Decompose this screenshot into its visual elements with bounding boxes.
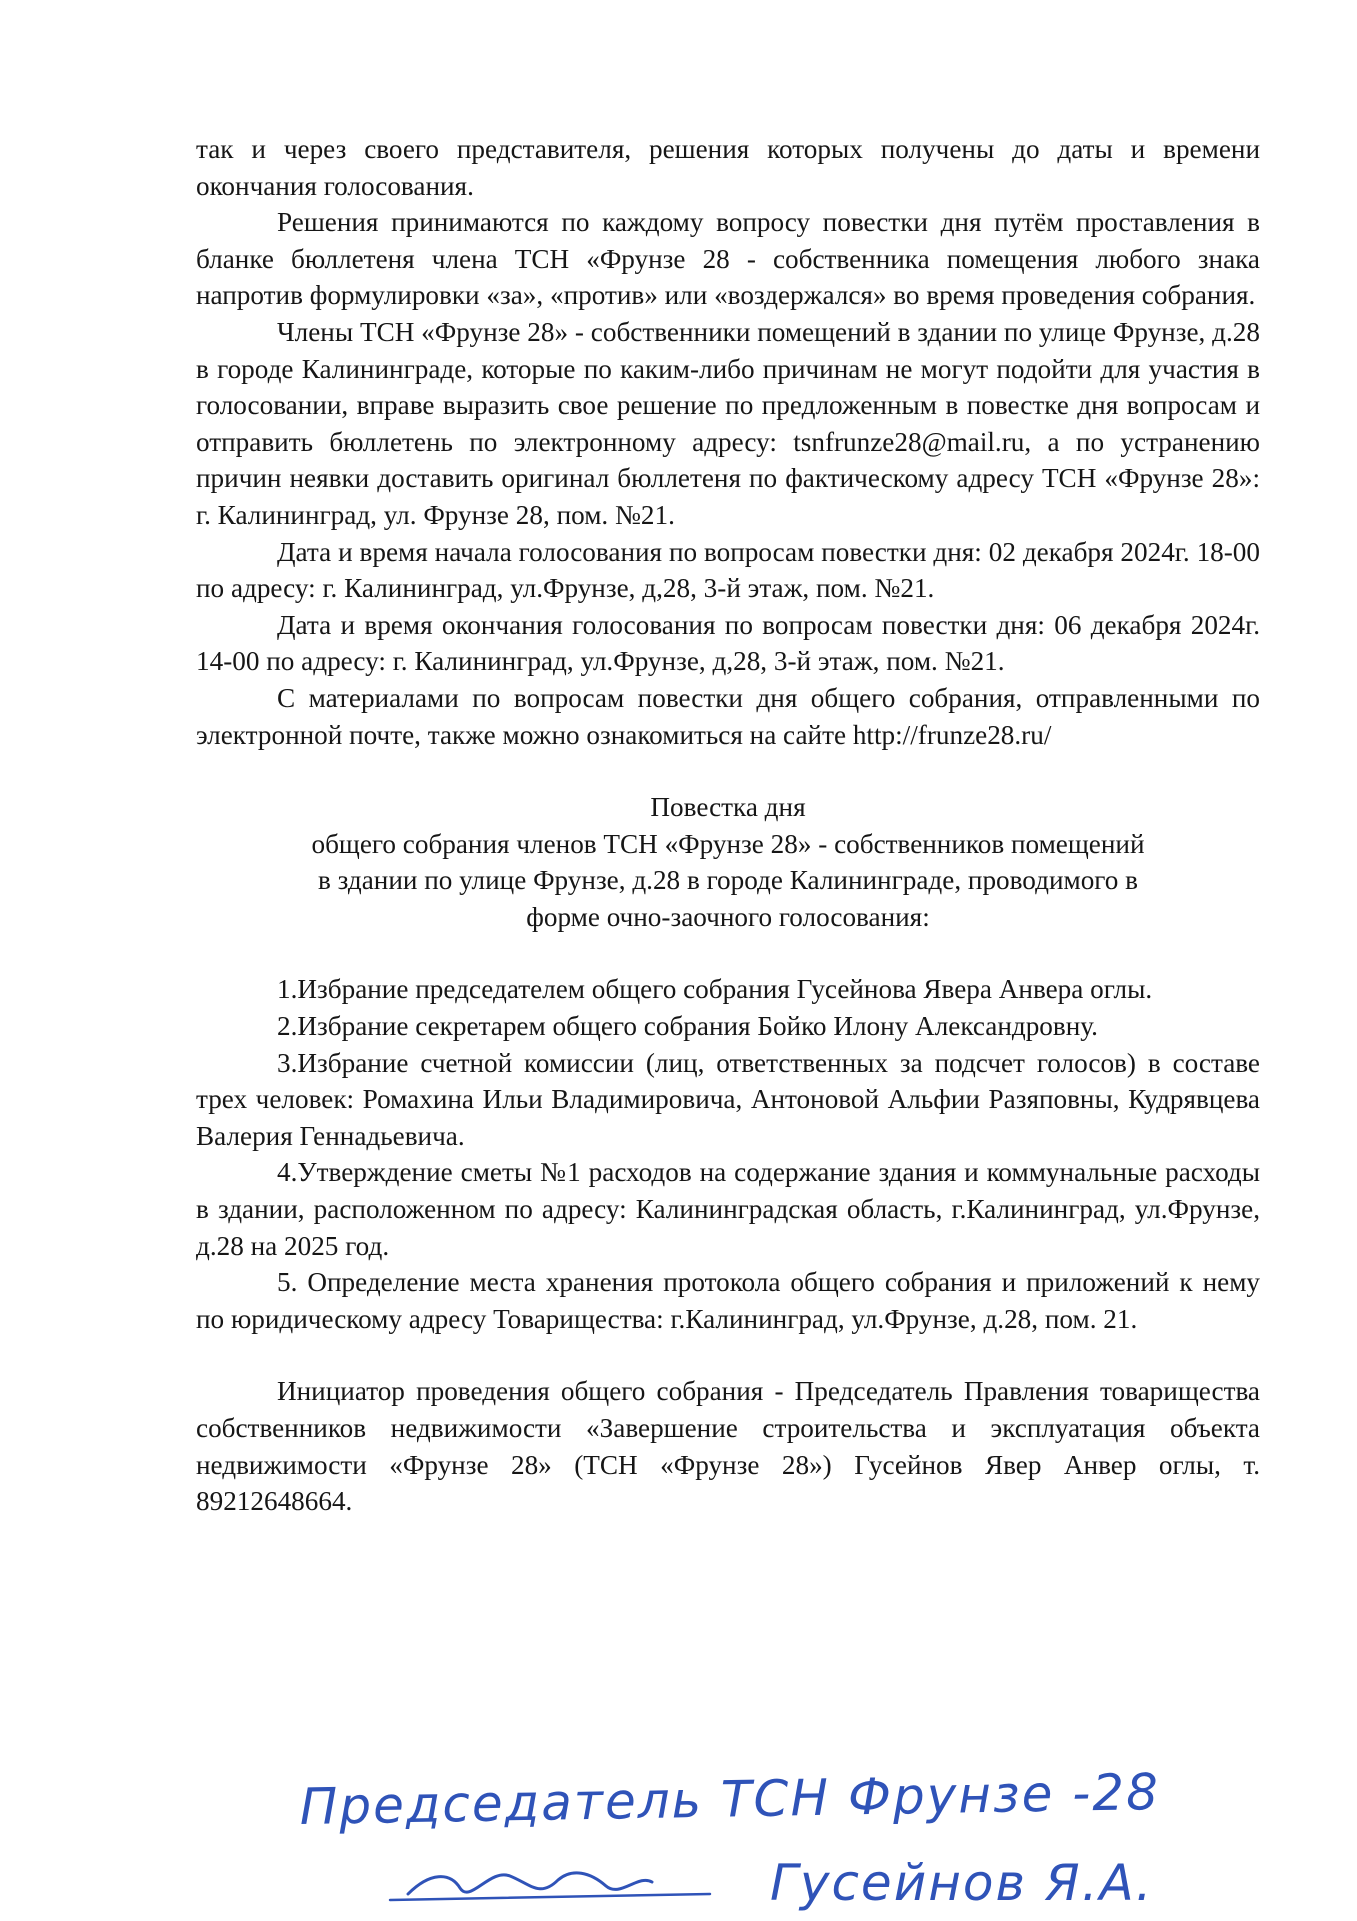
paragraph-remote-voting: Члены ТСН «Фрунзе 28» - собственники помещений в здании по улице Фрунзе, д.28 в городе Калининграде, которые по каким-либо причинам не могут подойти для участия в голосовании, вправе выразить свое решение по предложенным в повестке дня вопросам и отправить бюллетень по электронному адресу: tsnfrunze28@mail.ru, а по устранению причин неявки доставить оригинал бюллетеня по фактическому адресу ТСН «Фрунзе 28»: г. Калининград, ул. Фрунзе 28, пом. №21.: [196, 316, 1260, 530]
spacer: [196, 1337, 1260, 1373]
paragraph-materials-website: С материалами по вопросам повестки дня общего собрания, отправленными по электронной почте, также можно ознакомиться на сайте http://frunze28.ru/: [196, 682, 1260, 750]
agenda-heading-line2: общего собрания членов ТСН «Фрунзе 28» - собственников помещений: [311, 828, 1145, 859]
agenda-item-3: 3.Избрание счетной комиссии (лиц, ответственных за подсчет голосов) в составе трех человек: Ромахина Ильи Владимировича, Антоновой Альфии Разяповны, Кудрявцева Валерия Геннадьевича.: [196, 1047, 1260, 1151]
spacer: [196, 935, 1260, 971]
agenda-item-1: 1.Избрание председателем общего собрания Гусейнова Явера Анвера оглы.: [277, 974, 1153, 1005]
agenda-item-5: 5. Определение места хранения протокола общего собрания и приложений к нему по юридическому адресу Товарищества: г.Калининград, ул.Фрунзе, д.28, пом. 21.: [196, 1267, 1260, 1334]
handwritten-signature: [290, 1762, 1270, 1916]
document-body: [196, 131, 1260, 1520]
paragraph-voting-end: Дата и время окончания голосования по вопросам повестки дня: 06 декабря 2024г. 14-00 по адресу: г. Калининград, ул.Фрунзе, д,28, 3-й этаж, пом. №21.: [196, 609, 1260, 677]
agenda-heading-line4: форме очно-заочного голосования:: [526, 901, 930, 932]
agenda-item-4: 4.Утверждение сметы №1 расходов на содержание здания и коммунальные расходы в здании, расположенном по адресу: Калининградская область, г.Калининград, ул.Фрунзе, д.28 на 2025 год.: [196, 1157, 1260, 1261]
agenda-item-2: 2.Избрание секретарем общего собрания Бойко Илону Александровну.: [277, 1011, 1098, 1042]
handwritten-name: Гусейнов Я.А.: [770, 1854, 1154, 1912]
agenda-heading: [196, 789, 1260, 935]
signature-scribble: [408, 1873, 652, 1894]
handwritten-title: Председатель ТСН Фрунзе -28: [299, 1762, 1161, 1836]
agenda-heading-line3: в здании по улице Фрунзе, д.28 в городе Калининграде, проводимого в: [317, 865, 1138, 896]
signature-underline: [390, 1894, 710, 1900]
paragraph-voting-start: Дата и время начала голосования по вопросам повестки дня: 02 декабря 2024г. 18-00 по адресу: г. Калининград, ул.Фрунзе, д,28, 3-й этаж, пом. №21.: [196, 536, 1260, 604]
paragraph-voting-representative: так и через своего представителя, решения которых получены до даты и времени окончания голосования.: [196, 134, 1260, 201]
agenda-heading-title: Повестка дня: [650, 792, 806, 823]
spacer: [196, 753, 1260, 789]
initiator-paragraph: Инициатор проведения общего собрания - Председатель Правления товарищества собственников недвижимости «Завершение строительства и эксплуатация объекта недвижимости «Фрунзе 28» (ТСН «Фрунзе 28») Гусейнов Явер Анвер оглы, т. 89212648664.: [196, 1376, 1260, 1517]
paragraph-decisions: Решения принимаются по каждому вопросу повестки дня путём проставления в бланке бюллетеня члена ТСН «Фрунзе 28 - собственника помещения любого знака напротив формулировки «за», «против» или «воздержался» во время проведения собрания.: [196, 207, 1260, 311]
signature-drawing: [290, 1762, 1270, 1916]
